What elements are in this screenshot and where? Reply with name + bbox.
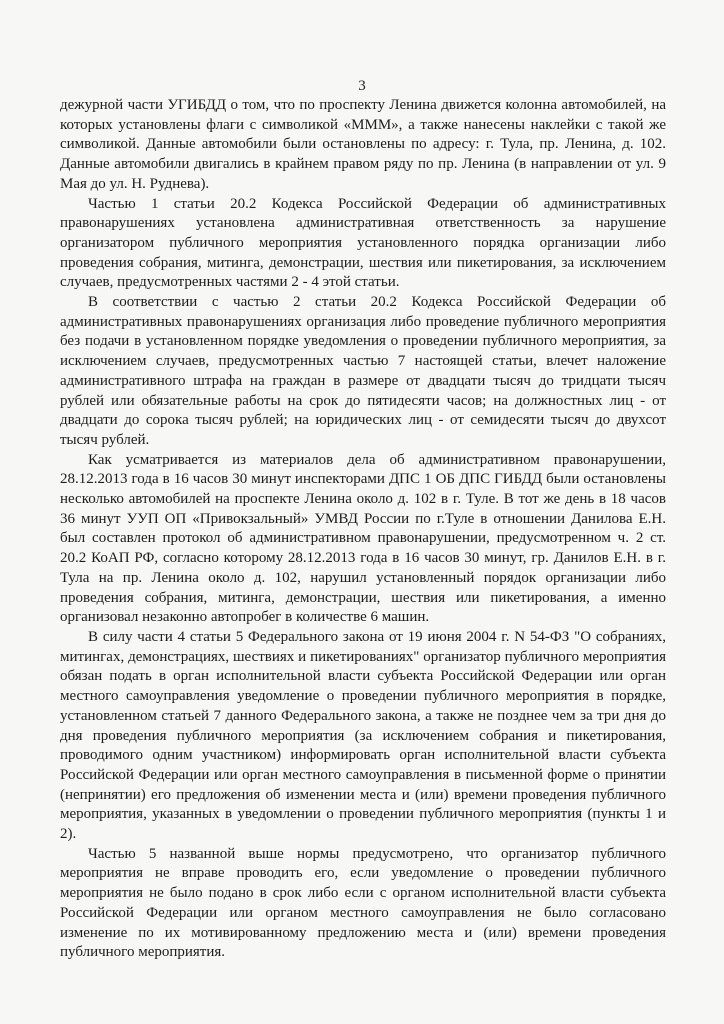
document-body <box>60 96 666 963</box>
paragraph-6: Частью 5 названной выше нормы предусмотрено, что организатор публичного мероприятия не вправе проводить его, если уведомление о проведении публичного мероприятия не было подано в срок либо если с органом исполнительной власти субъекта Российской Федерации или органом местного самоуправления не было согласовано изменение по их мотивированному предложению места и (или) времени проведения публичного мероприятия. <box>60 845 666 961</box>
paragraph-1: дежурной части УГИБДД о том, что по проспекту Ленина движется колонна автомобилей, на которых установлены флаги с символикой «МММ», а также нанесены наклейки с такой же символикой. Данные автомобили были остановлены по адресу: г. Тула, пр. Ленина, д. 102. Данные автомобили двигались в крайнем правом ряду по пр. Ленина (в направлении от ул. 9 Мая до ул. Н. Руднева). <box>60 97 666 192</box>
paragraph-5: В силу части 4 статьи 5 Федерального закона от 19 июня 2004 г. N 54-ФЗ "О собраниях, митингах, демонстрациях, шествиях и пикетированиях" организатор публичного мероприятия обязан подать в орган исполнительной власти субъекта Российской Федерации или орган местного самоуправления уведомление о проведении публичного мероприятия в порядке, установленном статьей 7 данного Федерального закона, а также не позднее чем за три дня до дня проведения публичного мероприятия (за исключением собрания и пикетирования, проводимого одним участником) информировать орган исполнительной власти субъекта Российской Федерации или орган местного самоуправления в письменной форме о принятии (непринятии) его предложения об изменении места и (или) времени проведения публичного мероприятия, указанных в уведомлении о проведении публичного мероприятия (пункты 1 и 2). <box>60 628 666 843</box>
paragraph-4: Как усматривается из материалов дела об административном правонарушении, 28.12.2013 года в 16 часов 30 минут инспекторами ДПС 1 ОБ ДПС ГИБДД были остановлены несколько автомобилей на проспекте Ленина около д. 102 в г. Туле. В тот же день в 18 часов 36 минут УУП ОП «Привокзальный» УМВД России по г.Туле в отношении Данилова Е.Н. был составлен протокол об административном правонарушении, предусмотренном ч. 2 ст. 20.2 КоАП РФ, согласно которому 28.12.2013 года в 16 часов 30 минут, гр. Данилов Е.Н. в г. Тула на пр. Ленина около д. 102, нарушил установленный порядок организации либо проведения собрания, митинга, демонстрации, шествия или пикетирования, а именно организовал незаконно автопробег в количестве 6 машин. <box>60 451 666 626</box>
paragraph-2: Частью 1 статьи 20.2 Кодекса Российской Федерации об административных правонарушениях установлена административная ответственность за нарушение организатором публичного мероприятия установленного порядка организации либо проведения собрания, митинга, демонстрации, шествия или пикетирования, за исключением случаев, предусмотренных частями 2 - 4 этой статьи. <box>60 195 666 291</box>
page-number: 3 <box>358 78 366 94</box>
paragraph-3: В соответствии с частью 2 статьи 20.2 Кодекса Российской Федерации об административных правонарушениях организация либо проведение публичного мероприятия без подачи в установленном порядке уведомления о проведении публичного мероприятия, за исключением случаев, предусмотренных частью 7 настоящей статьи, влечет наложение административного штрафа на граждан в размере от двадцати тысяч до тридцати тысяч рублей или обязательные работы на срок до пятидесяти часов; на должностных лиц - от двадцати до сорока тысяч рублей; на юридических лиц - от семидесяти тысяч до двухсот тысяч рублей. <box>60 294 666 448</box>
